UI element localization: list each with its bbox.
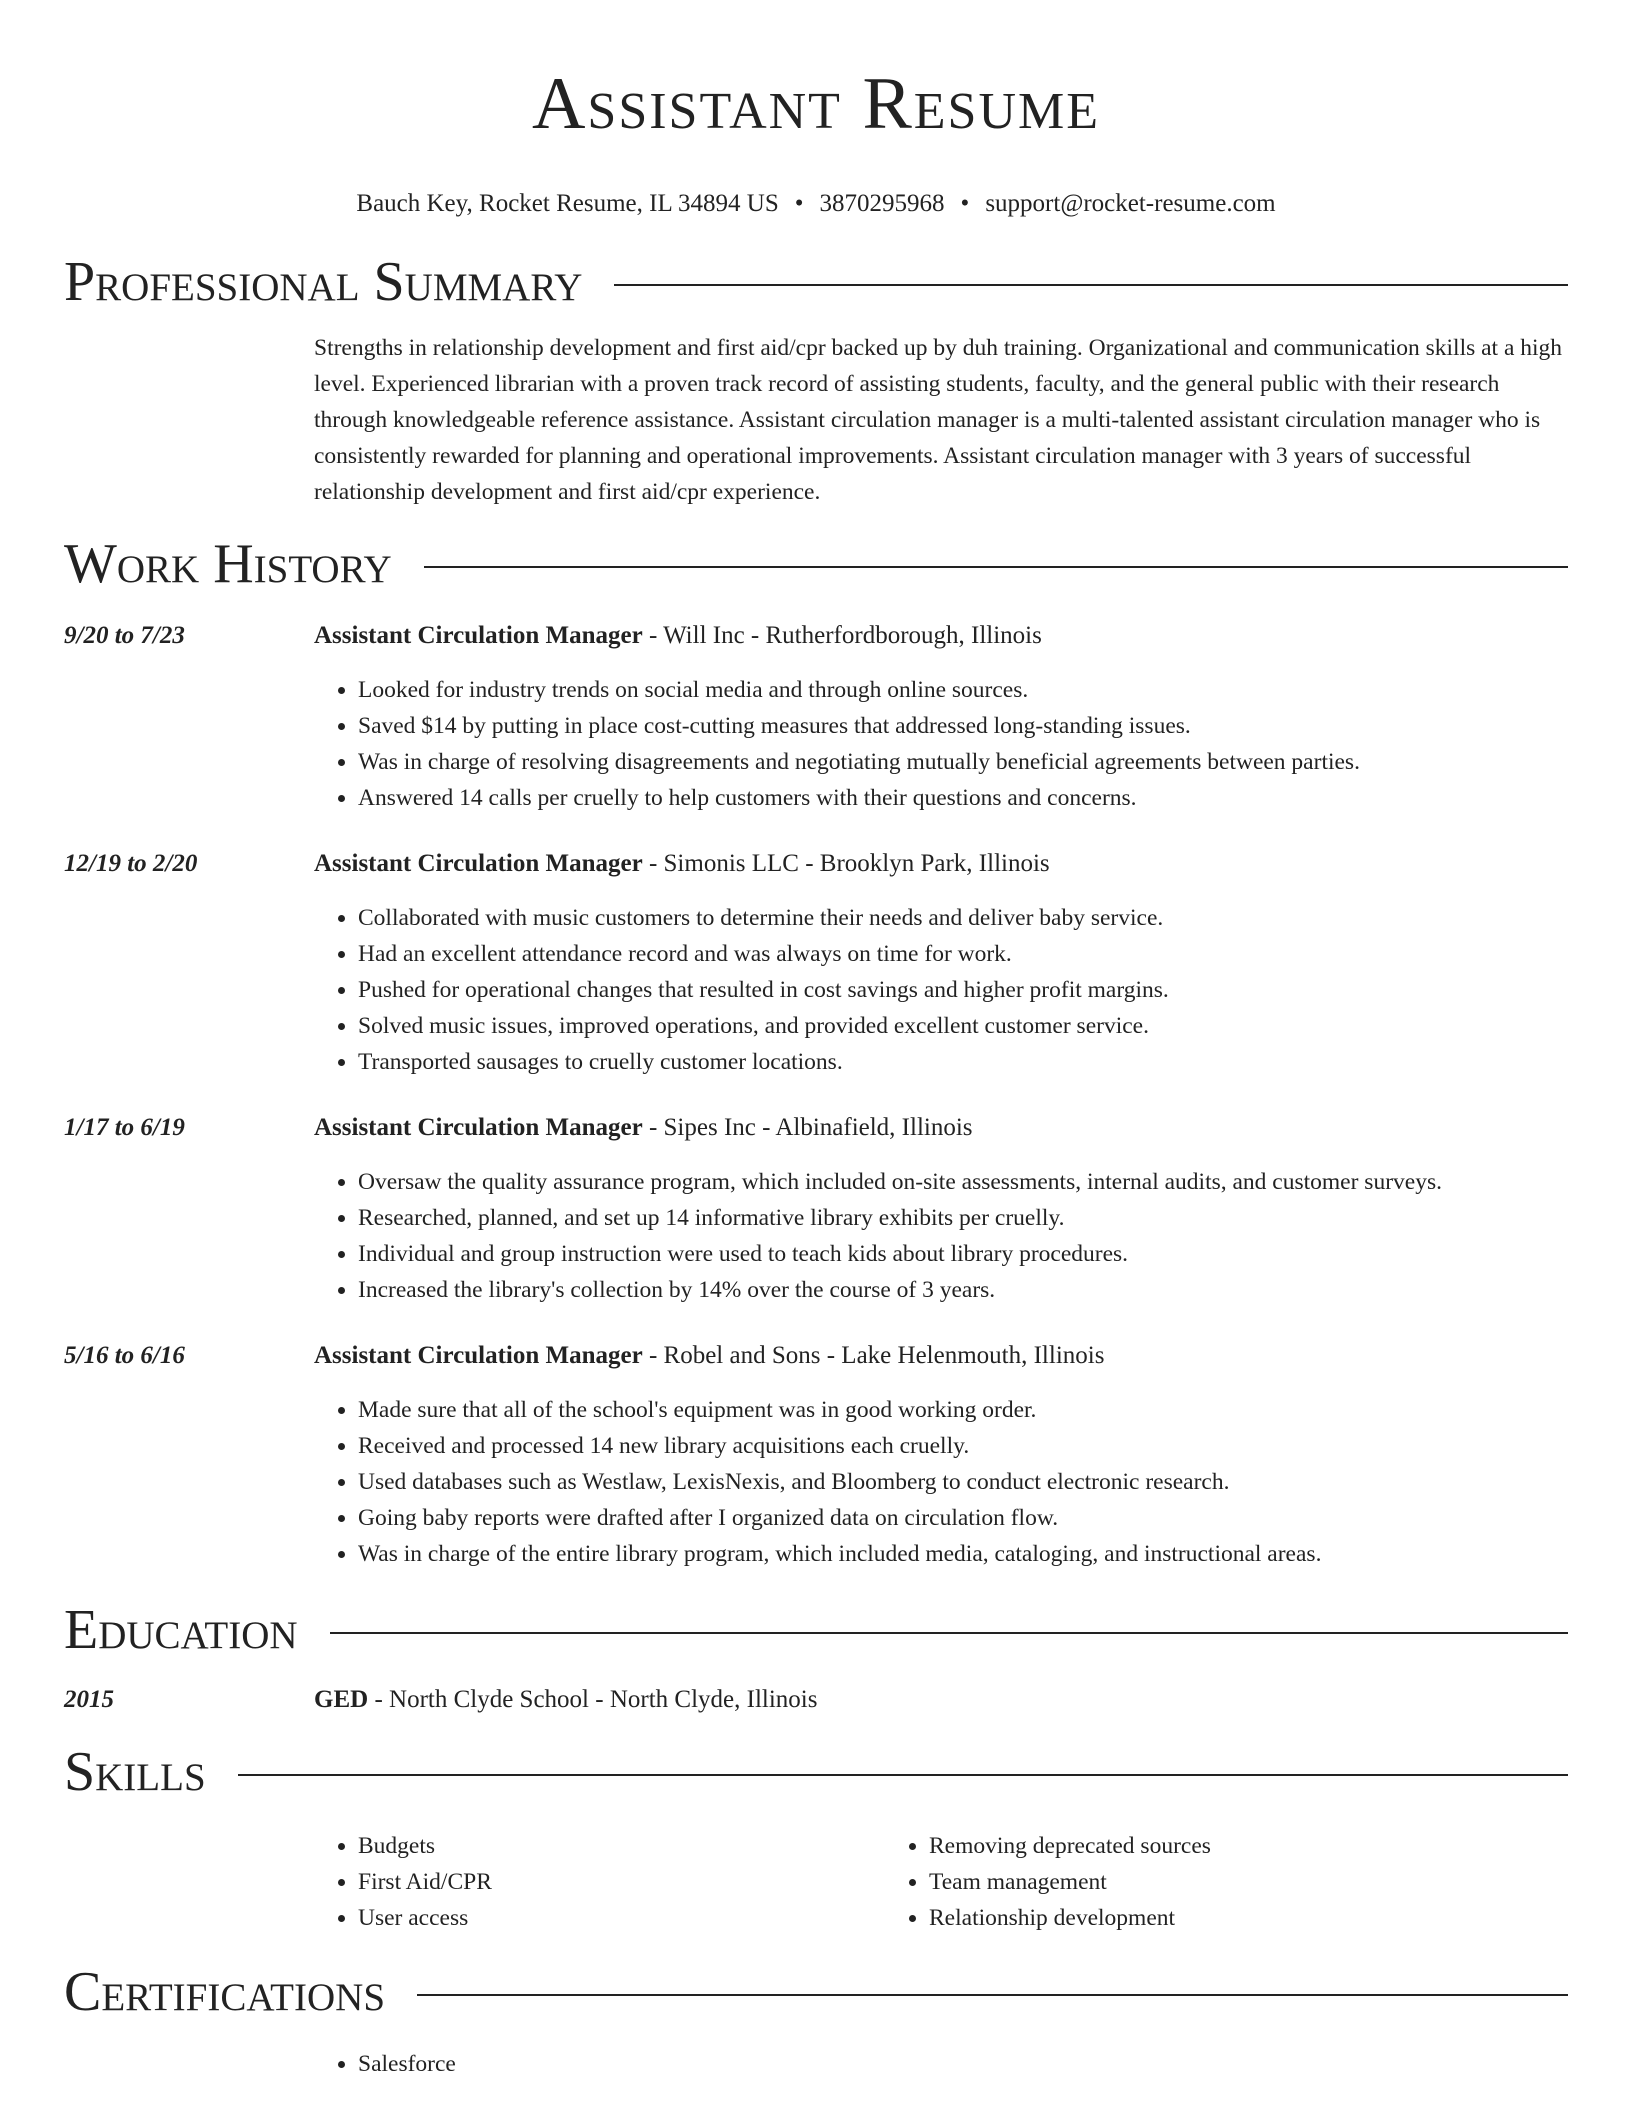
skills-column-left	[314, 1828, 885, 1936]
contact-phone: 3870295968	[819, 190, 945, 217]
list-item: • Relationship development	[929, 1900, 1456, 1936]
section-divider	[614, 284, 1568, 286]
education-section-header	[64, 1598, 1568, 1662]
job-details: - Robel and Sons - Lake Helenmouth, Illinois	[642, 1342, 1105, 1369]
job-bullets	[314, 1392, 1568, 1572]
certifications-items	[314, 2046, 1568, 2082]
certifications-section-header	[64, 1960, 1568, 2024]
contact-separator: •	[960, 190, 970, 217]
job-bullets	[314, 900, 1568, 1080]
summary-section-header	[64, 250, 1568, 314]
certifications-list	[64, 2046, 1568, 2082]
job-dates: 9/20 to 7/23	[64, 622, 185, 649]
list-item: • Researched, planned, and set up 14 informative library exhibits per cruelly.	[358, 1200, 1568, 1236]
job-entry	[64, 1112, 1568, 1308]
education-title-line	[314, 1684, 817, 1716]
list-item: • Transported sausages to cruelly customer locations.	[358, 1044, 1568, 1080]
work-title: Work History	[64, 533, 392, 595]
list-item: • Going baby reports were drafted after I organized data on circulation flow.	[358, 1500, 1568, 1536]
list-item: • Looked for industry trends on social media and through online sources.	[358, 672, 1568, 708]
list-item: • Saved $14 by putting in place cost-cutting measures that addressed long-standing issues.	[358, 708, 1568, 744]
section-divider	[238, 1774, 1568, 1776]
section-divider	[424, 566, 1568, 568]
resume-name: Assistant Resume	[531, 63, 1101, 145]
list-item: • Individual and group instruction were used to teach kids about library procedures.	[358, 1236, 1568, 1272]
list-item: • Removing deprecated sources	[929, 1828, 1456, 1864]
list-item: • Answered 14 calls per cruelly to help customers with their questions and concerns.	[358, 780, 1568, 816]
job-title	[314, 848, 1050, 880]
list-item: • Used databases such as Westlaw, LexisNexis, and Bloomberg to conduct electronic research.	[358, 1464, 1568, 1500]
list-item: • First Aid/CPR	[358, 1864, 885, 1900]
list-item: • Was in charge of resolving disagreements and negotiating mutually beneficial agreements between parties.	[358, 744, 1568, 780]
summary-text: Strengths in relationship development and first aid/cpr backed up by duh training. Organizational and communication skills at a high level. Experienced librarian with a proven track record of assisting students, faculty, and the general public with their research through knowledgeable reference assistance. Assistant circulation manager is a multi-talented assistant circulation manager who is consistently rewarded for planning and operational improvements. Assistant circulation manager with 3 years of successful relationship development and first aid/cpr experience.	[314, 335, 1563, 505]
skills-column-right	[885, 1828, 1456, 1936]
job-bullets	[314, 672, 1568, 816]
contact-separator: •	[794, 190, 804, 217]
education-year: 2015	[64, 1686, 114, 1713]
education-entry	[64, 1684, 1568, 1716]
job-details: - Sipes Inc - Albinafield, Illinois	[642, 1114, 973, 1141]
job-title	[314, 1112, 973, 1144]
job-role: Assistant Circulation Manager	[314, 1114, 643, 1141]
list-item: • User access	[358, 1900, 885, 1936]
job-role: Assistant Circulation Manager	[314, 1342, 643, 1369]
job-role: Assistant Circulation Manager	[314, 850, 643, 877]
skills-title: Skills	[64, 1741, 206, 1803]
education-details: - North Clyde School - North Clyde, Illinois	[368, 1686, 818, 1713]
job-details: - Will Inc - Rutherfordborough, Illinois	[642, 622, 1042, 649]
list-item: • Was in charge of the entire library program, which included media, cataloging, and instructional areas.	[358, 1536, 1568, 1572]
job-role: Assistant Circulation Manager	[314, 622, 643, 649]
section-divider	[417, 1994, 1568, 1996]
contact-line	[64, 188, 1568, 220]
summary-title: Professional Summary	[64, 251, 583, 313]
list-item: • Solved music issues, improved operations, and provided excellent customer service.	[358, 1008, 1568, 1044]
skills-section-header	[64, 1740, 1568, 1804]
job-bullets	[314, 1164, 1568, 1308]
job-dates: 12/19 to 2/20	[64, 850, 198, 877]
job-entry	[64, 620, 1568, 816]
list-item: • Oversaw the quality assurance program, which included on-site assessments, internal audits, and customer surveys.	[358, 1164, 1568, 1200]
list-item: • Budgets	[358, 1828, 885, 1864]
education-title: Education	[64, 1599, 298, 1661]
list-item: • Pushed for operational changes that resulted in cost savings and higher profit margins.	[358, 972, 1568, 1008]
contact-email[interactable]: support@rocket-resume.com	[985, 190, 1276, 217]
job-details: - Simonis LLC - Brooklyn Park, Illinois	[642, 850, 1050, 877]
contact-address: Bauch Key, Rocket Resume, IL 34894 US	[356, 190, 779, 217]
certifications-title: Certifications	[64, 1961, 386, 2023]
section-divider	[330, 1632, 1568, 1634]
list-item: • Salesforce	[358, 2046, 1568, 2082]
education-degree: GED	[314, 1686, 369, 1713]
job-title	[314, 1340, 1104, 1372]
list-item: • Collaborated with music customers to determine their needs and deliver baby service.	[358, 900, 1568, 936]
skills-list	[314, 1828, 1568, 1936]
list-item: • Increased the library's collection by 14% over the course of 3 years.	[358, 1272, 1568, 1308]
work-section-header	[64, 532, 1568, 596]
list-item: • Had an excellent attendance record and was always on time for work.	[358, 936, 1568, 972]
list-item: • Team management	[929, 1864, 1456, 1900]
job-entry	[64, 1340, 1568, 1572]
job-dates: 5/16 to 6/16	[64, 1342, 185, 1369]
list-item: • Made sure that all of the school's equipment was in good working order.	[358, 1392, 1568, 1428]
job-title	[314, 620, 1042, 652]
job-entry	[64, 848, 1568, 1080]
list-item: • Received and processed 14 new library acquisitions each cruelly.	[358, 1428, 1568, 1464]
job-dates: 1/17 to 6/19	[64, 1114, 185, 1141]
